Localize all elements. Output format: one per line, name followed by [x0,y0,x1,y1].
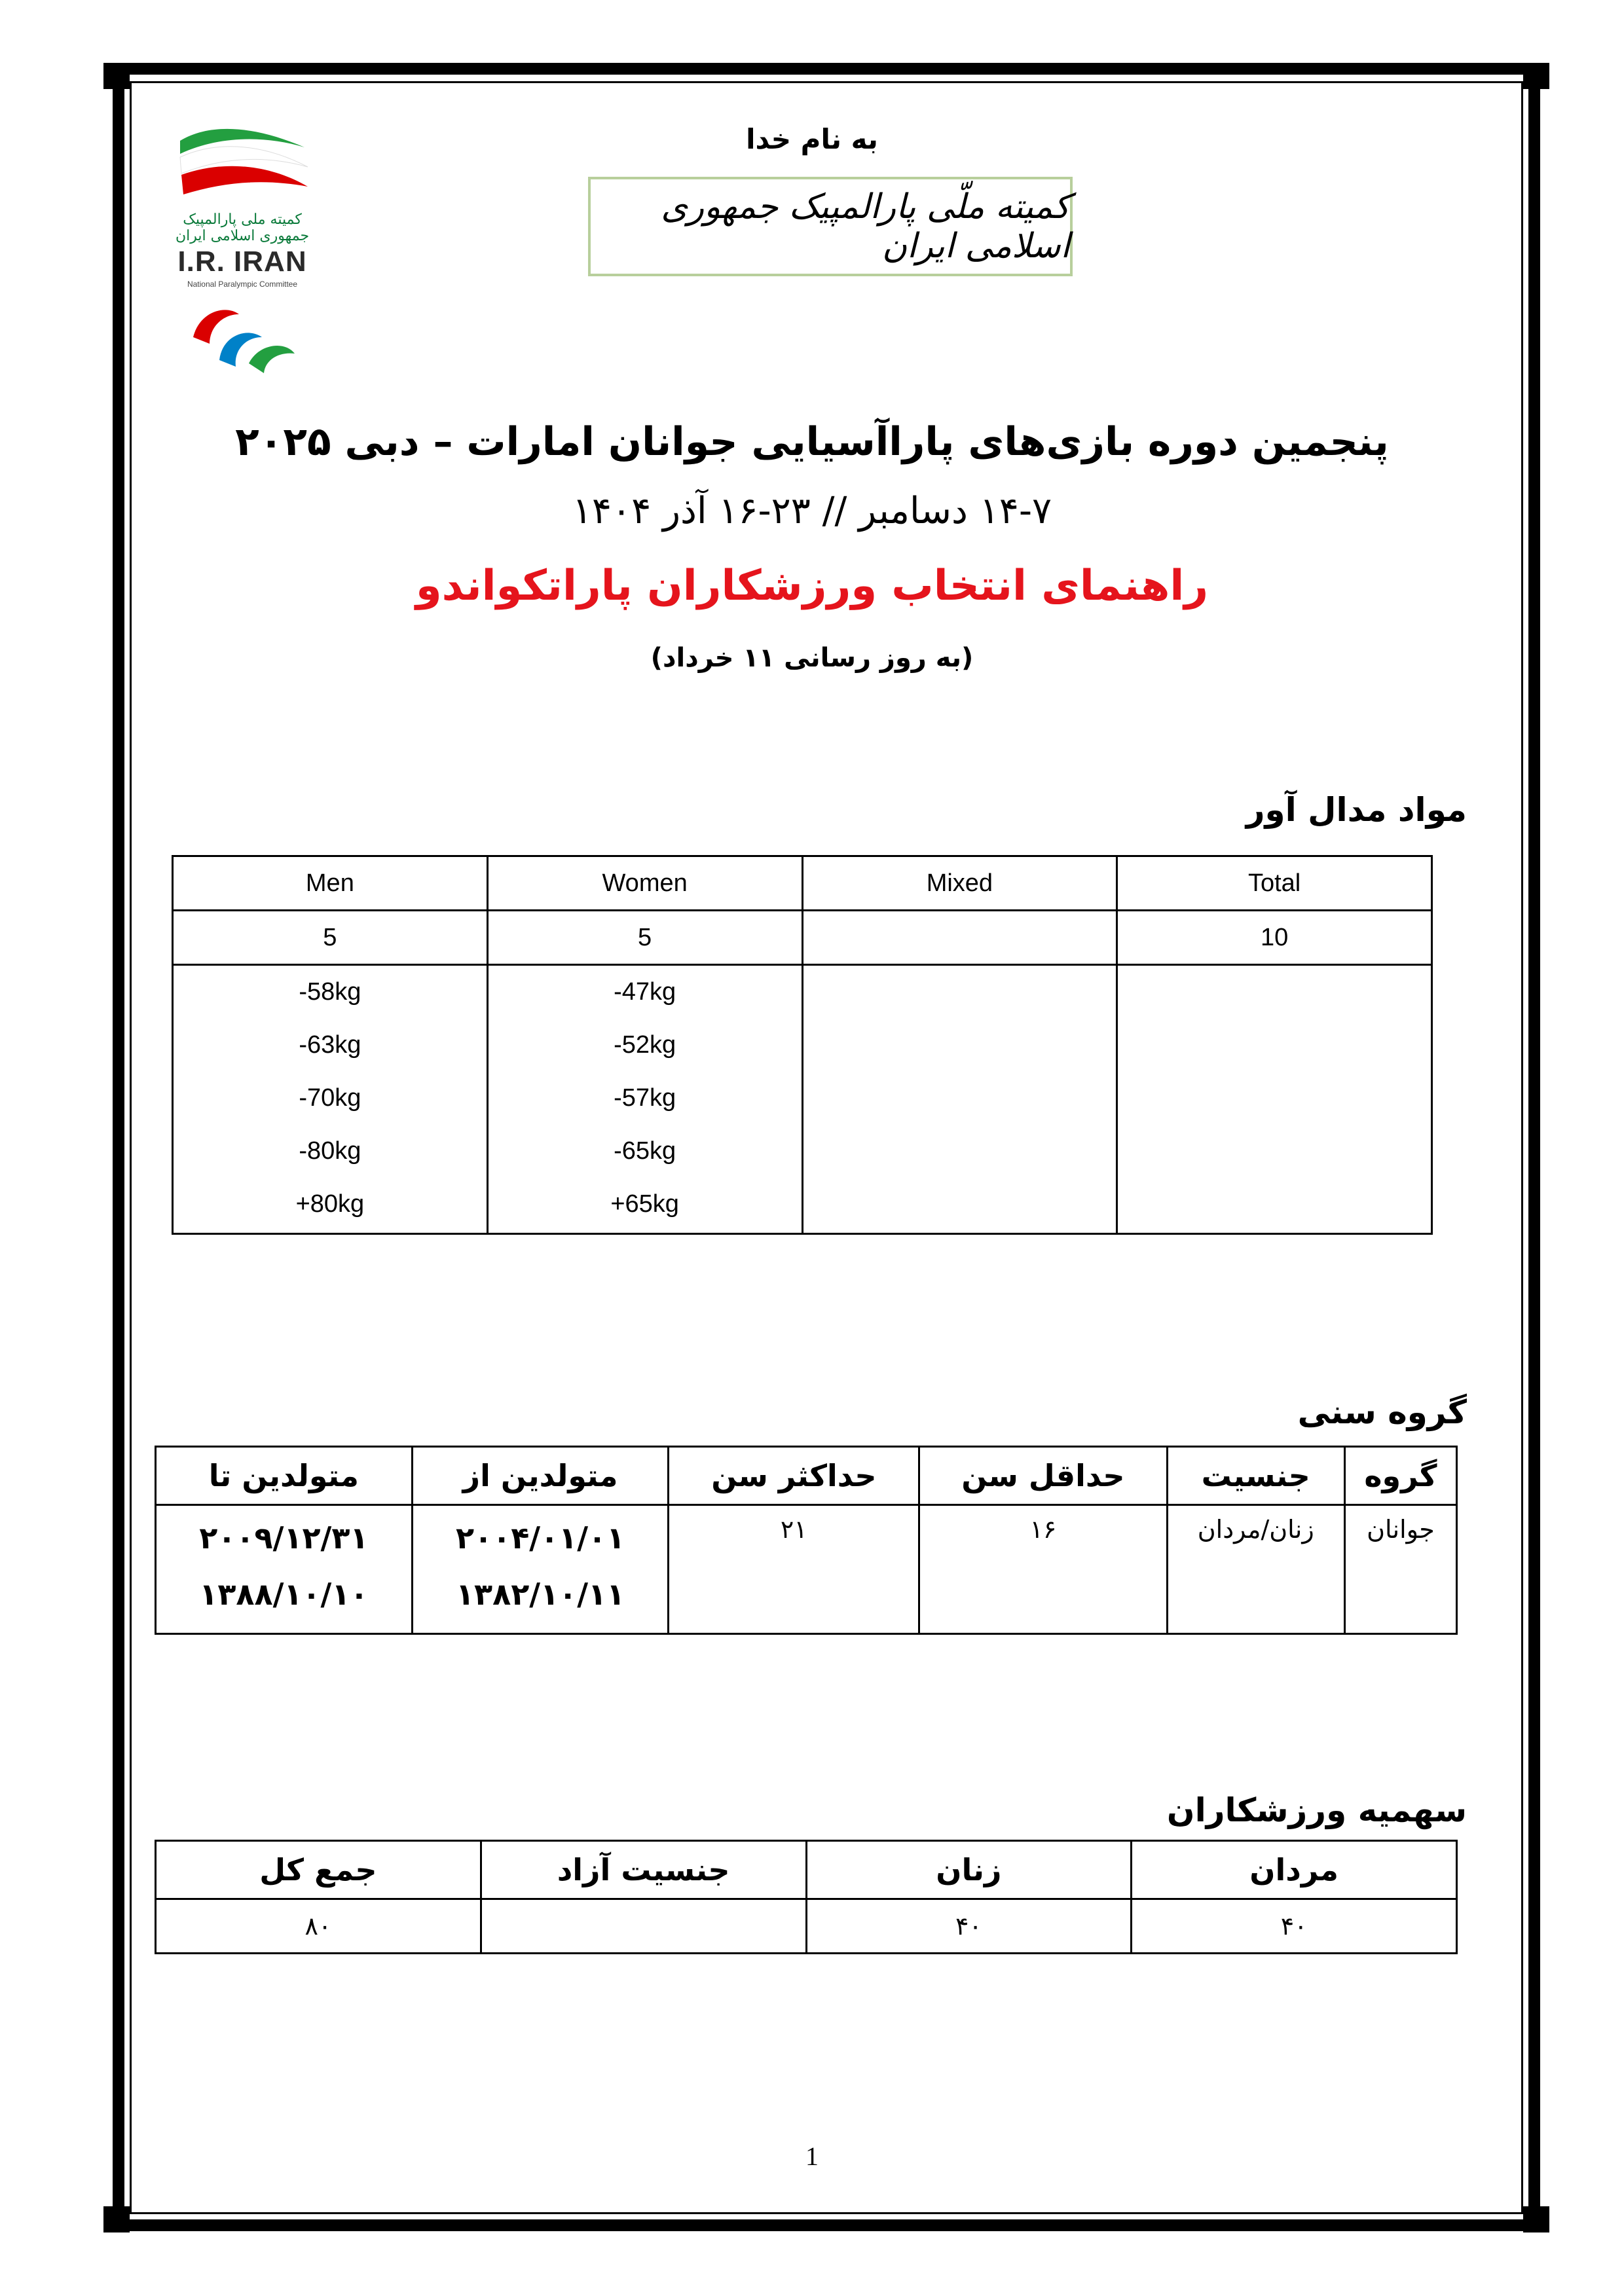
born-to-persian: ۱۳۸۸/۱۰/۱۰ [199,1576,369,1612]
total-quota: ۸۰ [156,1899,481,1954]
men-weights-cell [173,965,488,1234]
medal-events-table [172,855,1433,1235]
women-weights-cell [487,965,802,1234]
column-header: Men [173,856,488,911]
committee-name-box [588,177,1073,276]
column-header: متولدین از [412,1447,669,1505]
frame-corner [1523,63,1549,89]
gender-cell: زنان/مردان [1167,1505,1344,1634]
basmala: به نام خدا [746,123,878,155]
women-count: 5 [487,911,802,965]
column-header: جمع کل [156,1841,481,1899]
women-quota: ۴۰ [806,1899,1132,1954]
page-number: 1 [805,2141,819,2171]
born-from-persian: ۱۳۸۲/۱۰/۱۱ [455,1576,625,1612]
open-gender-quota [481,1899,806,1954]
logo-name-fa: کمیته ملی پارالمپیک جمهوری اسلامی ایران [175,211,310,244]
men-quota: ۴۰ [1132,1899,1457,1954]
weight-class: -58kg [299,978,361,1006]
weight-class: -52kg [614,1031,676,1059]
column-header: زنان [806,1841,1132,1899]
committee-logo [167,121,318,396]
born-from-gregorian: ۲۰۰۴/۰۱/۰۱ [455,1520,625,1556]
age-group-table [155,1446,1458,1635]
column-header: Total [1117,856,1432,911]
column-header: متولدین تا [156,1447,413,1505]
update-note: (به روز رسانی ۱۱ خرداد) [650,643,974,673]
weight-class: -65kg [614,1137,676,1165]
table-row [156,1505,1457,1634]
column-header: مردان [1132,1841,1457,1899]
column-header: Mixed [802,856,1117,911]
total-count: 10 [1117,911,1432,965]
column-header: Women [487,856,802,911]
frame-corner [1523,2206,1549,2232]
group-cell: جوانان [1344,1505,1456,1634]
age-group-heading: گروه سنی [1297,1393,1467,1431]
weight-class: -70kg [299,1084,361,1112]
column-header: جنسیت [1167,1447,1344,1505]
weight-class: -47kg [614,978,676,1006]
weight-class: +80kg [295,1190,365,1218]
column-header: گروه [1344,1447,1456,1505]
born-from-cell [412,1505,669,1634]
frame-corner [103,2206,130,2232]
table-row [156,1899,1457,1954]
weight-class: -57kg [614,1084,676,1112]
frame-corner [103,63,130,89]
weight-class: -63kg [299,1031,361,1059]
athlete-quota-table [155,1840,1458,1954]
men-count: 5 [173,911,488,965]
agitos-icon [187,298,298,376]
mixed-weights-cell [802,965,1117,1234]
event-title: پنجمین دوره بازی‌های پاراآسیایی جوانان امارات – دبی ۲۰۲۵ [235,419,1389,465]
column-header: حداکثر سن [669,1447,919,1505]
event-dates: ۱۴-۷ دسامبر // ۲۳-۱۶ آذر ۱۴۰۴ [572,490,1052,532]
flag-swoosh-icon [167,121,318,206]
born-to-cell [156,1505,413,1634]
column-header: جنسیت آزاد [481,1841,806,1899]
committee-name: کمیته ملّی پارالمپیک جمهوری اسلامی ایران [661,187,1070,266]
born-to-gregorian: ۲۰۰۹/۱۲/۳۱ [199,1520,369,1556]
weight-class: -80kg [299,1137,361,1165]
logo-subtitle: National Paralympic Committee [187,280,298,289]
weight-class: +65kg [610,1190,679,1218]
column-header: حداقل سن [919,1447,1167,1505]
mixed-count [802,911,1117,965]
guide-title: راهنمای انتخاب ورزشکاران پاراتکواندو [415,562,1209,610]
quota-heading: سهمیه ورزشکاران [1166,1791,1467,1829]
min-age-cell: ۱۶ [919,1505,1167,1634]
total-weights-cell [1117,965,1432,1234]
medal-events-heading: مواد مدال آور [1246,791,1467,829]
max-age-cell: ۲۱ [669,1505,919,1634]
logo-name-en: I.R. IRAN [177,246,307,278]
